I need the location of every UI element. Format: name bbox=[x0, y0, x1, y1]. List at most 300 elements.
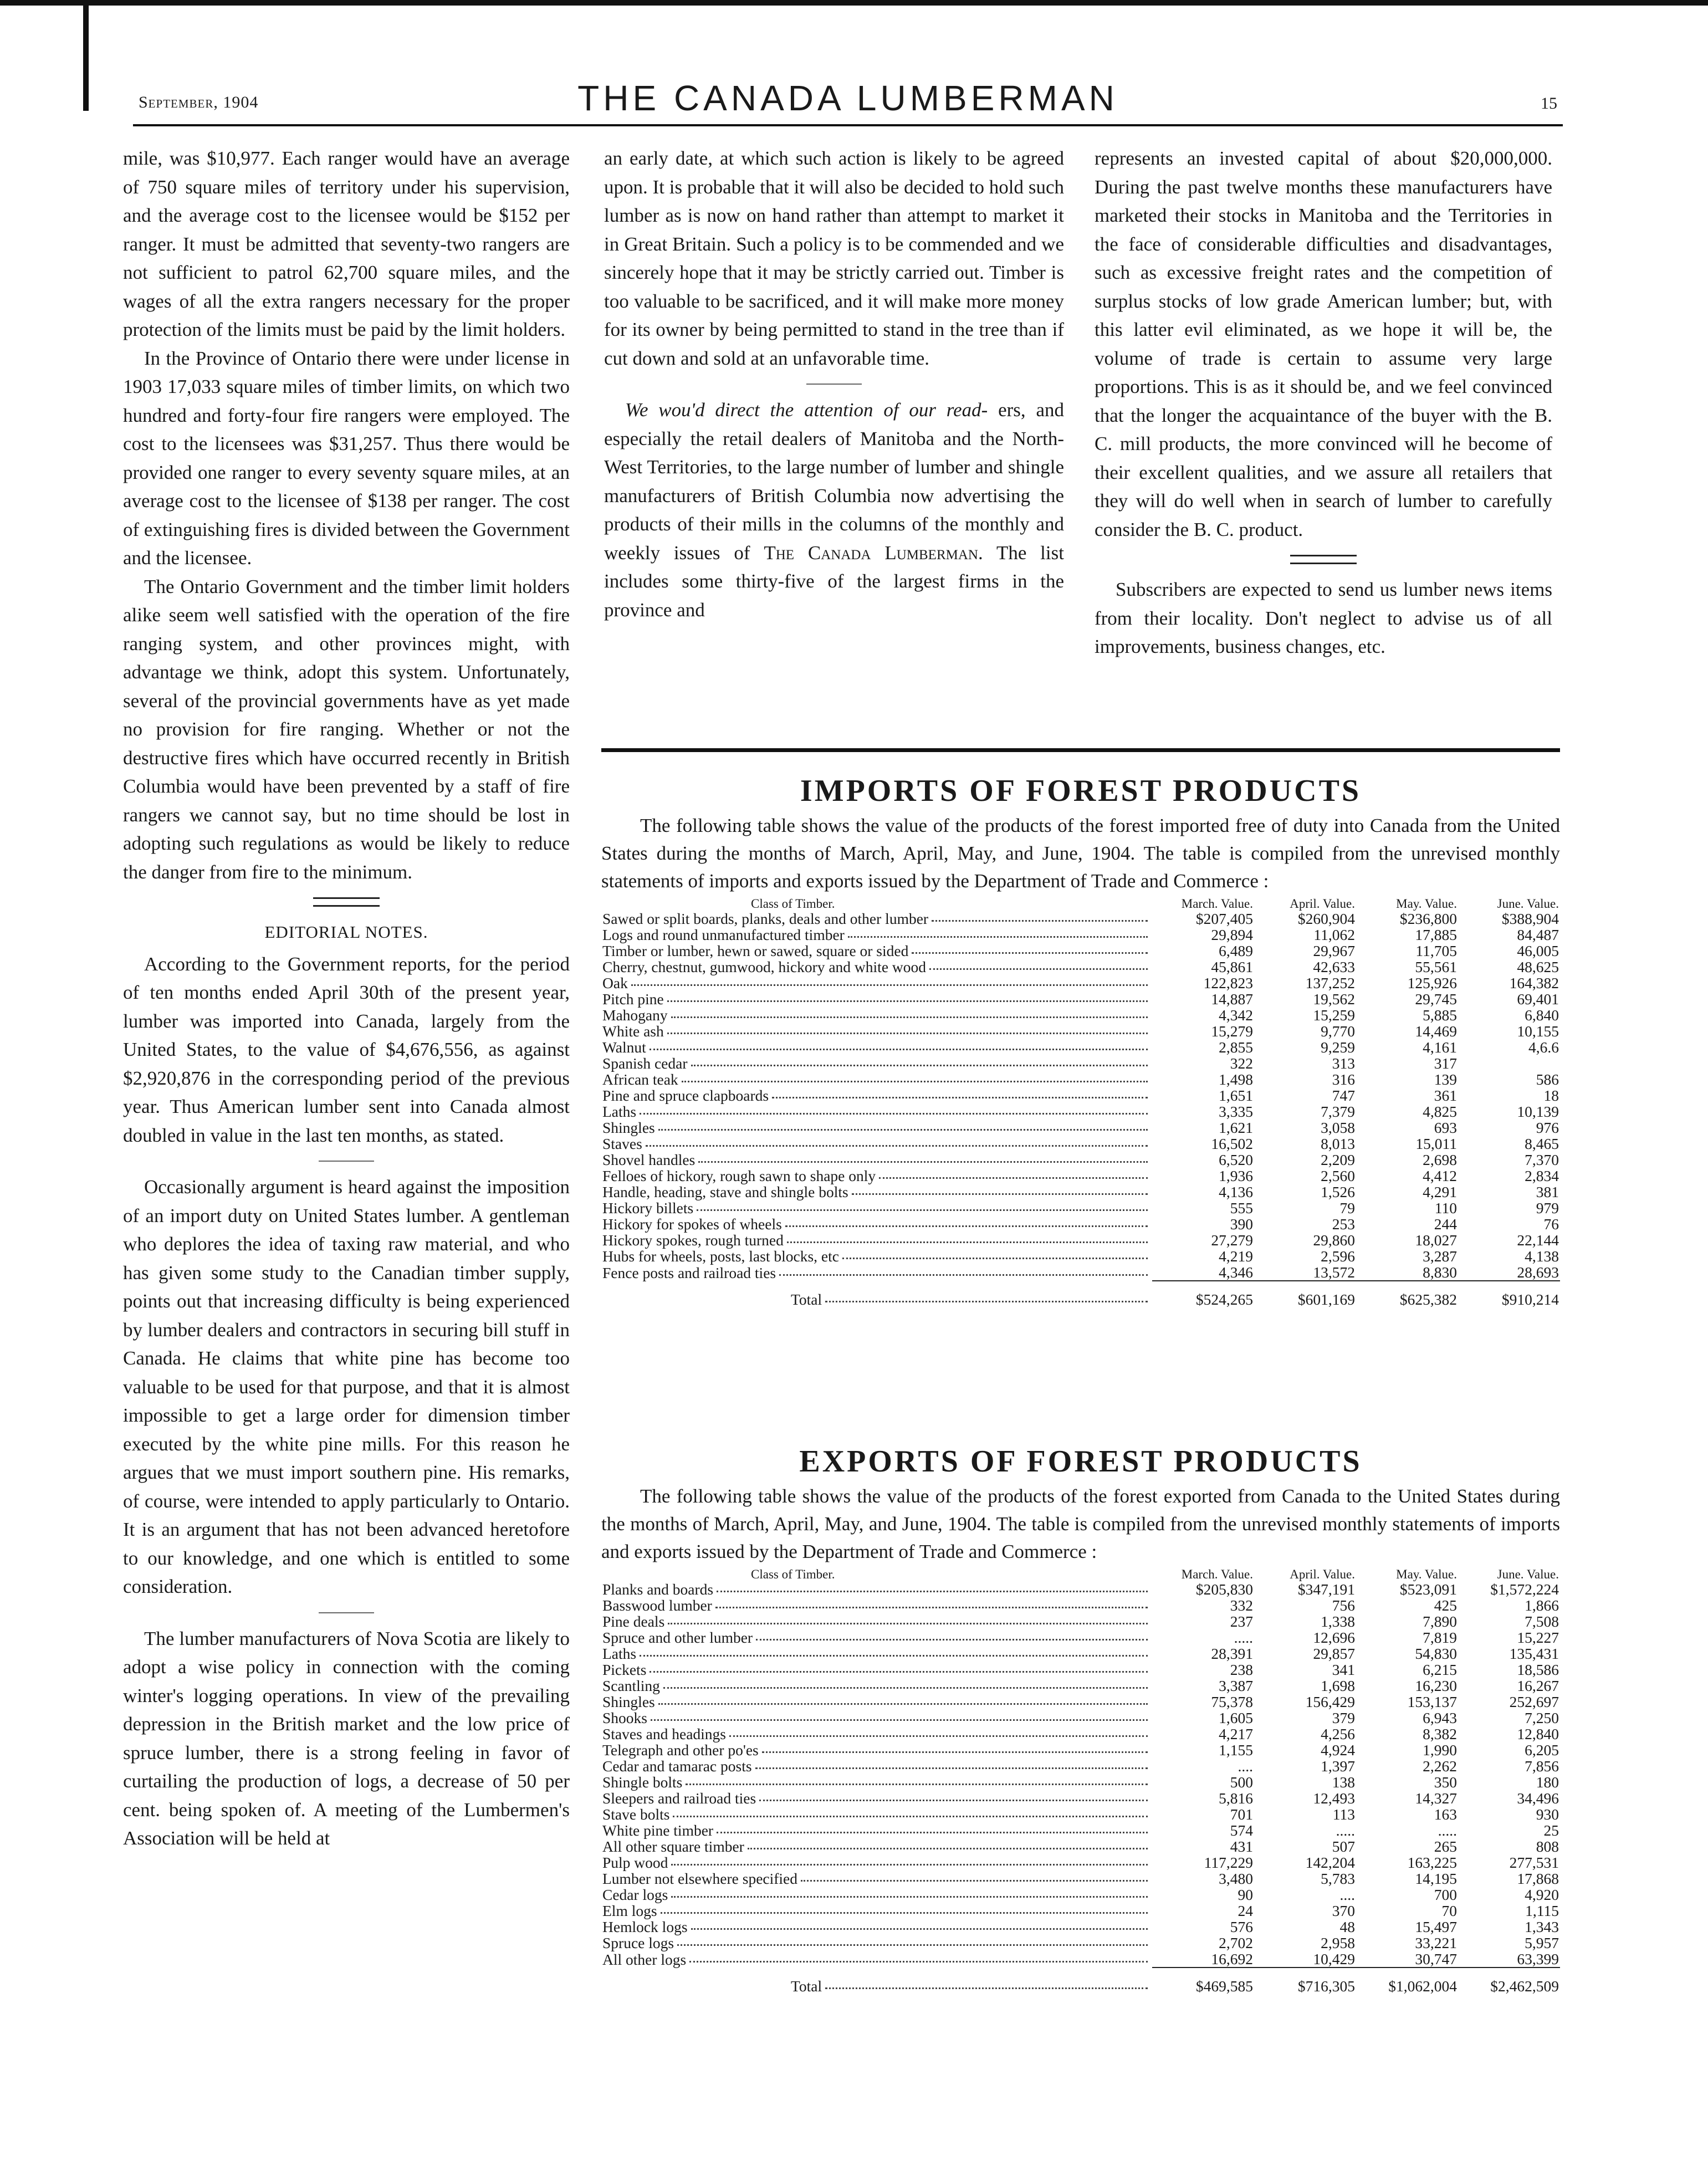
timber-class-label: All other logs bbox=[602, 1950, 687, 1968]
value-cell: $207,405 bbox=[1195, 910, 1253, 927]
value-cell: 930 bbox=[1536, 1806, 1559, 1823]
timber-class-cell bbox=[601, 1629, 1152, 1645]
leader-dots bbox=[717, 1581, 1148, 1592]
value-cell: 2,262 bbox=[1423, 1757, 1457, 1775]
leader-dots bbox=[929, 959, 1148, 970]
col-header-may: May. Value. bbox=[1396, 1567, 1457, 1581]
value-cell: 8,382 bbox=[1423, 1725, 1457, 1742]
timber-class-label: Laths bbox=[602, 1645, 637, 1662]
timber-class-cell bbox=[601, 1919, 1152, 1935]
imports-table bbox=[601, 897, 1560, 1307]
timber-class-cell bbox=[601, 1935, 1152, 1951]
leader-dots bbox=[762, 1742, 1148, 1753]
leader-dots bbox=[658, 1120, 1148, 1131]
value-cell: 6,215 bbox=[1423, 1661, 1457, 1678]
value-cell: 6,205 bbox=[1525, 1741, 1559, 1759]
value-cell: $388,904 bbox=[1501, 910, 1559, 927]
header-rule bbox=[133, 124, 1563, 126]
column-2 bbox=[604, 144, 1064, 624]
value-cell: 12,493 bbox=[1313, 1790, 1355, 1807]
value-cell: 7,250 bbox=[1525, 1709, 1559, 1726]
value-cell: 1,338 bbox=[1321, 1613, 1355, 1630]
leader-dots bbox=[651, 1710, 1148, 1721]
paragraph: The Ontario Government and the timber limit holders alike seem well satisfied with the operation of the fire ranging system, and other provinces might, with advantage we think, adopt this system. Unfortunately, several of the provincial governments have as yet made no provision for fire ranging. Whether or not the destructive fires which have occurred recently in British Columbia would have been prevented by a staff of fire rangers we cannot say, but no time should be lost in adopting such regulations as would be likely to reduce the danger from fire to the minimum. bbox=[123, 575, 570, 883]
timber-class-label: Handle, heading, stave and shingle bolts bbox=[602, 1183, 848, 1200]
page-number: 15 bbox=[1541, 94, 1557, 113]
table-row bbox=[601, 1838, 1560, 1854]
value-cell: 15,227 bbox=[1517, 1629, 1559, 1646]
leader-dots bbox=[825, 1978, 1148, 1989]
value-cell: 4,342 bbox=[1219, 1006, 1253, 1024]
value-cell: 27,279 bbox=[1211, 1231, 1253, 1249]
timber-class-label: Pulp wood bbox=[602, 1854, 668, 1871]
value-cell: $205,830 bbox=[1195, 1581, 1253, 1598]
col-header-march: March. Value. bbox=[1181, 1567, 1253, 1581]
paragraph: Occasionally argument is heard against the imposition of an import duty on United States lumber. A gentleman who deplores the idea of taxing raw material, and who has given some study to the Canadian timber supply, points out that increasing difficulty is being experienced by lumber dealers and contractors in securing bill stuff in Canada. He claims that white pine has become too valuable to be used for that purpose, and that it is almost impossible to get a large order for dimension timber executed by the white pine mills. For this reason he argues that we must import southern pine. His remarks, of course, were intended to apply particularly to Ontario. It is an argument that has not been advanced heretofore to our knowledge, and one which is entitled to some consideration. bbox=[123, 1176, 570, 1597]
timber-class-label: Elm logs bbox=[602, 1902, 657, 1919]
table-row bbox=[601, 1120, 1560, 1136]
value-cell: 1,115 bbox=[1525, 1902, 1559, 1919]
timber-class-label: Hubs for wheels, posts, last blocks, etc bbox=[602, 1248, 839, 1265]
table-row bbox=[601, 1216, 1560, 1232]
value-cell: 22,144 bbox=[1517, 1231, 1559, 1249]
timber-class-cell bbox=[601, 1103, 1152, 1120]
timber-class-cell bbox=[601, 1822, 1152, 1838]
table-row bbox=[601, 1023, 1560, 1039]
value-cell: 5,885 bbox=[1423, 1006, 1457, 1024]
imports-title: IMPORTS OF FOREST PRODUCTS bbox=[800, 774, 1362, 808]
leader-dots bbox=[879, 1168, 1148, 1179]
leader-dots bbox=[755, 1758, 1148, 1769]
paragraph: According to the Government reports, for the period of ten months ended April 30th of the present year, lumber was imported into Canada, largely from the United States, to the value of $4,676,556, as against $2,920,876 in the corresponding period of the previous year. Thus American lumber sent into Canada almost doubled in value in the last ten months, as stated. bbox=[123, 953, 570, 1146]
value-cell: 110 bbox=[1434, 1199, 1457, 1217]
table-row bbox=[601, 959, 1560, 975]
leader-dots bbox=[667, 991, 1148, 1002]
leader-dots bbox=[691, 1055, 1148, 1066]
value-cell: 33,221 bbox=[1415, 1934, 1457, 1951]
table-row bbox=[601, 1790, 1560, 1806]
timber-class-cell bbox=[601, 1726, 1152, 1742]
timber-class-cell bbox=[601, 1184, 1152, 1200]
issue-date: September, 1904 bbox=[139, 93, 259, 111]
value-cell: ..... bbox=[1438, 1822, 1457, 1839]
timber-class-label: Hickory for spokes of wheels bbox=[602, 1215, 782, 1233]
value-cell: 4,136 bbox=[1219, 1183, 1253, 1200]
timber-class-label: Pine deals bbox=[602, 1613, 665, 1630]
value-cell: 7,379 bbox=[1321, 1103, 1355, 1120]
timber-class-cell bbox=[601, 1232, 1152, 1248]
leader-dots bbox=[848, 927, 1148, 938]
value-cell: $1,572,224 bbox=[1490, 1581, 1559, 1598]
timber-class-label: Staves bbox=[602, 1135, 642, 1152]
exports-intro: The following table shows the value of the products of the forest exported from Canada to the United States during the months of March, April, May, and June, 1904. The table is compiled from the unrevised monthly statements of imports and exports issued by the Department of Trade and Commerce : bbox=[601, 1485, 1560, 1562]
timber-class-label: Pine and spruce clapboards bbox=[602, 1087, 769, 1104]
value-cell: 48 bbox=[1339, 1918, 1355, 1935]
value-cell: 4,256 bbox=[1321, 1725, 1355, 1742]
value-cell: 29,894 bbox=[1211, 926, 1253, 943]
value-cell: 125,926 bbox=[1407, 974, 1457, 992]
total-value-cell: $469,585 bbox=[1152, 1968, 1254, 1994]
value-cell: 139 bbox=[1434, 1071, 1457, 1088]
timber-class-cell bbox=[601, 975, 1152, 991]
col-header-june: June. Value. bbox=[1497, 1567, 1559, 1581]
timber-class-label: Logs and round unmanufactured timber bbox=[602, 926, 845, 943]
value-cell: 425 bbox=[1434, 1597, 1457, 1614]
timber-class-cell bbox=[601, 1055, 1152, 1071]
timber-class-cell bbox=[601, 1581, 1152, 1597]
table-row bbox=[601, 1597, 1560, 1613]
value-cell: 1,621 bbox=[1219, 1119, 1253, 1136]
value-cell: 3,335 bbox=[1219, 1103, 1253, 1120]
leader-dots bbox=[759, 1790, 1148, 1801]
value-cell: 15,279 bbox=[1211, 1023, 1253, 1040]
value-cell: ..... bbox=[1336, 1822, 1355, 1839]
value-cell: 138 bbox=[1332, 1774, 1355, 1791]
table-row bbox=[601, 1645, 1560, 1662]
leader-dots bbox=[717, 1822, 1148, 1833]
publication-title: The Canada Lumberman. bbox=[764, 541, 983, 564]
leader-dots bbox=[663, 1678, 1148, 1689]
value-cell: 163,225 bbox=[1407, 1854, 1457, 1871]
top-rule bbox=[0, 0, 1708, 6]
col-header-may: May. Value. bbox=[1396, 897, 1457, 911]
timber-class-label: Cedar and tamarac posts bbox=[602, 1757, 752, 1775]
value-cell: 265 bbox=[1434, 1838, 1457, 1855]
section-separator bbox=[1290, 555, 1357, 564]
value-cell: 1,155 bbox=[1219, 1741, 1253, 1759]
table-row bbox=[601, 943, 1560, 959]
leader-dots bbox=[698, 1152, 1148, 1163]
value-cell: 252,697 bbox=[1509, 1693, 1559, 1710]
timber-class-cell bbox=[601, 1951, 1152, 1968]
timber-class-label: African teak bbox=[602, 1071, 678, 1088]
timber-class-cell bbox=[601, 1152, 1152, 1168]
value-cell: 6,489 bbox=[1219, 942, 1253, 959]
value-cell: ..... bbox=[1234, 1629, 1253, 1646]
value-cell: 381 bbox=[1536, 1183, 1559, 1200]
leader-dots bbox=[658, 1694, 1148, 1705]
value-cell: 135,431 bbox=[1509, 1645, 1559, 1662]
value-cell: 332 bbox=[1230, 1597, 1253, 1614]
separator bbox=[319, 1161, 374, 1162]
value-cell: 18,027 bbox=[1415, 1231, 1457, 1249]
value-cell: 390 bbox=[1230, 1215, 1253, 1233]
leader-dots bbox=[801, 1871, 1148, 1882]
timber-class-label: Fence posts and railroad ties bbox=[602, 1264, 776, 1281]
value-cell: 14,469 bbox=[1415, 1023, 1457, 1040]
timber-class-label: Planks and boards bbox=[602, 1581, 714, 1598]
table-row bbox=[601, 1168, 1560, 1184]
leader-dots bbox=[787, 1232, 1148, 1243]
column-1 bbox=[123, 144, 570, 1853]
timber-class-cell bbox=[601, 1742, 1152, 1758]
value-cell: 555 bbox=[1230, 1199, 1253, 1217]
leader-dots bbox=[691, 1919, 1148, 1930]
timber-class-label: Laths bbox=[602, 1103, 637, 1120]
timber-class-label: Scantling bbox=[602, 1677, 660, 1694]
exports-section bbox=[601, 1444, 1560, 1994]
value-cell: 164,382 bbox=[1509, 974, 1559, 992]
table-row bbox=[601, 1806, 1560, 1822]
table-row bbox=[601, 1007, 1560, 1023]
value-cell: 28,391 bbox=[1211, 1645, 1253, 1662]
total-label-cell bbox=[601, 1968, 1152, 1994]
leader-dots bbox=[772, 1087, 1148, 1098]
value-cell: 10,155 bbox=[1517, 1023, 1559, 1040]
total-value-cell: $2,462,509 bbox=[1458, 1968, 1560, 1994]
timber-class-cell bbox=[601, 1007, 1152, 1023]
value-cell: 693 bbox=[1434, 1119, 1457, 1136]
timber-class-cell bbox=[601, 1168, 1152, 1184]
value-cell: 7,890 bbox=[1423, 1613, 1457, 1630]
total-label: Total bbox=[791, 1977, 822, 1995]
value-cell: 1,605 bbox=[1219, 1709, 1253, 1726]
value-cell: 156,429 bbox=[1305, 1693, 1355, 1710]
col-header-april: April. Value. bbox=[1290, 1567, 1355, 1581]
value-cell: 576 bbox=[1230, 1918, 1253, 1935]
value-cell: 137,252 bbox=[1305, 974, 1355, 992]
value-cell: 1,526 bbox=[1321, 1183, 1355, 1200]
value-cell: 69,401 bbox=[1517, 990, 1559, 1008]
leader-dots bbox=[667, 1023, 1148, 1034]
value-cell: 4,219 bbox=[1219, 1248, 1253, 1265]
col-header-march: March. Value. bbox=[1181, 897, 1253, 911]
total-value-cell: $601,169 bbox=[1254, 1281, 1356, 1307]
col-header-june: June. Value. bbox=[1497, 897, 1559, 911]
value-cell: 46,005 bbox=[1517, 942, 1559, 959]
timber-class-label: Telegraph and other po'es bbox=[602, 1741, 759, 1759]
timber-class-cell bbox=[601, 1678, 1152, 1694]
value-cell: 4,924 bbox=[1321, 1741, 1355, 1759]
timber-class-cell bbox=[601, 1248, 1152, 1264]
timber-class-label: Spanish cedar bbox=[602, 1055, 688, 1072]
table-row bbox=[601, 1613, 1560, 1629]
timber-class-cell bbox=[601, 1662, 1152, 1678]
value-cell: $347,191 bbox=[1297, 1581, 1355, 1598]
value-cell: $236,800 bbox=[1399, 910, 1457, 927]
timber-class-cell bbox=[601, 1645, 1152, 1662]
value-cell: 15,497 bbox=[1415, 1918, 1457, 1935]
value-cell: 747 bbox=[1332, 1087, 1355, 1104]
leader-dots bbox=[682, 1071, 1148, 1082]
value-cell: 979 bbox=[1536, 1199, 1559, 1217]
value-cell: 79 bbox=[1339, 1199, 1355, 1217]
timber-class-label: Cherry, chestnut, gumwood, hickory and white wood bbox=[602, 958, 927, 975]
timber-class-label: Hickory billets bbox=[602, 1199, 694, 1217]
value-cell: 317 bbox=[1434, 1055, 1457, 1072]
timber-class-label: Shingle bolts bbox=[602, 1774, 683, 1791]
value-cell: 5,783 bbox=[1321, 1870, 1355, 1887]
value-cell: 10,429 bbox=[1313, 1950, 1355, 1968]
table-row bbox=[601, 1758, 1560, 1774]
value-cell: 6,840 bbox=[1525, 1006, 1559, 1024]
value-cell: 45,861 bbox=[1211, 958, 1253, 975]
value-cell: 5,957 bbox=[1525, 1934, 1559, 1951]
leader-dots bbox=[715, 1597, 1148, 1608]
paragraph: In the Province of Ontario there were under license in 1903 17,033 square miles of timber limits, on which two hundred and forty-four fire rangers were employed. The cost to the licensees was $31,257. Thus there would be provided one ranger to every seventy square miles, at an average cost to the licensee of $138 per ranger. The cost of extinguishing fires is divided between the Government and the licensee. bbox=[123, 347, 570, 569]
separator bbox=[319, 1612, 374, 1613]
timber-class-cell bbox=[601, 1597, 1152, 1613]
timber-class-label: Pitch pine bbox=[602, 990, 664, 1008]
timber-class-label: Sawed or split boards, planks, deals and other lumber bbox=[602, 910, 929, 927]
value-cell: 12,696 bbox=[1313, 1629, 1355, 1646]
left-rule bbox=[83, 0, 89, 111]
value-cell: 4,138 bbox=[1525, 1248, 1559, 1265]
timber-class-label: Cedar logs bbox=[602, 1886, 668, 1903]
value-cell: 586 bbox=[1536, 1071, 1559, 1088]
exports-table bbox=[601, 1568, 1560, 1994]
timber-class-label: Shovel handles bbox=[602, 1151, 696, 1168]
value-cell: 370 bbox=[1332, 1902, 1355, 1919]
leader-dots bbox=[748, 1838, 1148, 1849]
table-row bbox=[601, 1951, 1560, 1968]
value-cell: 1,397 bbox=[1321, 1757, 1355, 1775]
timber-class-cell bbox=[601, 1758, 1152, 1774]
timber-class-cell bbox=[601, 1854, 1152, 1871]
table-row bbox=[601, 975, 1560, 991]
table-row bbox=[601, 1087, 1560, 1103]
class-header: Class of Timber. bbox=[751, 897, 835, 911]
masthead-title: THE CANADA LUMBERMAN bbox=[577, 78, 1118, 118]
timber-class-label: Sleepers and railroad ties bbox=[602, 1790, 756, 1807]
timber-class-label: Shingles bbox=[602, 1119, 655, 1136]
timber-class-cell bbox=[601, 1039, 1152, 1055]
value-cell: 13,572 bbox=[1313, 1264, 1355, 1281]
total-value-cell: $1,062,004 bbox=[1356, 1968, 1458, 1994]
value-cell: 9,770 bbox=[1321, 1023, 1355, 1040]
value-cell: 16,692 bbox=[1211, 1950, 1253, 1968]
leader-dots bbox=[825, 1291, 1148, 1302]
value-cell: 16,502 bbox=[1211, 1135, 1253, 1152]
timber-class-cell bbox=[601, 1710, 1152, 1726]
table-row bbox=[601, 1071, 1560, 1087]
timber-class-cell bbox=[601, 1790, 1152, 1806]
table-row bbox=[601, 1200, 1560, 1216]
column-3 bbox=[1095, 144, 1552, 661]
timber-class-cell bbox=[601, 1023, 1152, 1039]
value-cell: 2,698 bbox=[1423, 1151, 1457, 1168]
paragraph: represents an invested capital of about $20,000,000. During the past twelve months these manufacturers have marketed their stocks in Manitoba and the Territories in the face of considerable difficulties and disadvantages, such as excessive freight rates and the competition of surplus stocks of low grade American lumber; but, with this latter evil eliminated, as we hope it will be, the volume of trade is certain to assume very large proportions. This is as it should be, and we feel convinced that the longer the acquaintance of the buyer with the B. C. mill products, the more convinced will he become of their excellent qualities, and we assure all retailers that they will do well when in search of lumber to carefully consider the B. C. product. bbox=[1095, 147, 1552, 540]
value-cell: 701 bbox=[1230, 1806, 1253, 1823]
value-cell: 313 bbox=[1332, 1055, 1355, 1072]
value-cell: 3,480 bbox=[1219, 1870, 1253, 1887]
total-value-cell: $716,305 bbox=[1254, 1968, 1356, 1994]
value-cell: 12,840 bbox=[1517, 1725, 1559, 1742]
value-cell: 8,013 bbox=[1321, 1135, 1355, 1152]
leader-dots bbox=[640, 1103, 1148, 1115]
paragraph: The list includes some thirty-five of the largest firms in the province and bbox=[604, 541, 1064, 621]
value-cell: 29,860 bbox=[1313, 1231, 1355, 1249]
value-cell: .... bbox=[1339, 1886, 1355, 1903]
table-row bbox=[601, 1662, 1560, 1678]
value-cell: 14,195 bbox=[1415, 1870, 1457, 1887]
value-cell: 17,885 bbox=[1415, 926, 1457, 943]
value-cell: 122,823 bbox=[1203, 974, 1253, 992]
value-cell: $523,091 bbox=[1399, 1581, 1457, 1598]
paragraph: ers, and especially the retail dealers of Manitoba and the North-West Territories, to the large number of lumber and shingle manufacturers of British Columbia now advertising the products of their mills in the columns of the monthly and weekly issues of bbox=[604, 399, 1065, 564]
value-cell: 1,990 bbox=[1423, 1741, 1457, 1759]
paragraph: mile, was $10,977. Each ranger would have an average of 750 square miles of territory under his supervision, and the average cost to the licensee would be $152 per ranger. It must be admitted that seventy-two rangers are not sufficient to patrol 62,700 square miles, and the wages of all the extra rangers necessary for the proper protection of the limits must be paid by the limit holders. bbox=[123, 147, 570, 340]
timber-class-cell bbox=[601, 1216, 1152, 1232]
value-cell: 2,560 bbox=[1321, 1167, 1355, 1184]
leader-dots bbox=[673, 1806, 1148, 1817]
value-cell: 1,936 bbox=[1219, 1167, 1253, 1184]
value-cell: 55,561 bbox=[1415, 958, 1457, 975]
value-cell: 17,868 bbox=[1517, 1870, 1559, 1887]
leader-dots bbox=[650, 1662, 1148, 1673]
timber-class-label: Pickets bbox=[602, 1661, 647, 1678]
value-cell bbox=[1458, 1055, 1560, 1071]
table-row bbox=[601, 1742, 1560, 1758]
value-cell: 237 bbox=[1230, 1613, 1253, 1630]
leader-dots bbox=[932, 911, 1148, 922]
table-row bbox=[601, 1678, 1560, 1694]
separator bbox=[806, 384, 862, 385]
value-cell: 3,287 bbox=[1423, 1248, 1457, 1265]
table-row bbox=[601, 1935, 1560, 1951]
value-cell: 11,062 bbox=[1313, 926, 1355, 943]
value-cell: 8,830 bbox=[1423, 1264, 1457, 1281]
table-row bbox=[601, 1248, 1560, 1264]
value-cell: 4,217 bbox=[1219, 1725, 1253, 1742]
table-row bbox=[601, 1887, 1560, 1903]
table-row bbox=[601, 1039, 1560, 1055]
value-cell: 113 bbox=[1332, 1806, 1355, 1823]
value-cell: 1,651 bbox=[1219, 1087, 1253, 1104]
timber-class-label: White pine timber bbox=[602, 1822, 714, 1839]
value-cell: 29,967 bbox=[1313, 942, 1355, 959]
value-cell: 2,596 bbox=[1321, 1248, 1355, 1265]
value-cell: 2,958 bbox=[1321, 1934, 1355, 1951]
timber-class-label: Spruce and other lumber bbox=[602, 1629, 753, 1646]
timber-class-label: Shooks bbox=[602, 1709, 647, 1726]
value-cell: 29,857 bbox=[1313, 1645, 1355, 1662]
timber-class-label: Walnut bbox=[602, 1039, 646, 1056]
leader-dots bbox=[671, 1854, 1148, 1866]
timber-class-cell bbox=[601, 1613, 1152, 1629]
value-cell: 19,562 bbox=[1313, 990, 1355, 1008]
table-row bbox=[601, 1232, 1560, 1248]
value-cell: 341 bbox=[1332, 1661, 1355, 1678]
timber-class-label: Mahogany bbox=[602, 1006, 668, 1024]
value-cell: 8,465 bbox=[1525, 1135, 1559, 1152]
leader-dots bbox=[756, 1629, 1148, 1641]
timber-class-cell bbox=[601, 1871, 1152, 1887]
value-cell: 4,161 bbox=[1423, 1039, 1457, 1056]
value-cell: 18 bbox=[1543, 1087, 1559, 1104]
value-cell: 28,693 bbox=[1517, 1264, 1559, 1281]
leader-dots bbox=[842, 1248, 1148, 1259]
value-cell: 34,496 bbox=[1517, 1790, 1559, 1807]
timber-class-cell bbox=[601, 1264, 1152, 1281]
table-row bbox=[601, 1774, 1560, 1790]
page-header bbox=[139, 78, 1557, 122]
value-cell: 316 bbox=[1332, 1071, 1355, 1088]
value-cell: 6,520 bbox=[1219, 1151, 1253, 1168]
editorial-notes-heading: EDITORIAL NOTES. bbox=[264, 922, 428, 942]
imports-section bbox=[601, 773, 1560, 1307]
value-cell: 4,920 bbox=[1525, 1886, 1559, 1903]
timber-class-label: All other square timber bbox=[602, 1838, 744, 1855]
leader-dots bbox=[686, 1774, 1148, 1785]
leader-dots bbox=[779, 1265, 1148, 1276]
value-cell: 14,887 bbox=[1211, 990, 1253, 1008]
timber-class-cell bbox=[601, 1903, 1152, 1919]
leader-dots bbox=[661, 1903, 1148, 1914]
timber-class-label: Stave bolts bbox=[602, 1806, 670, 1823]
table-row bbox=[601, 1055, 1560, 1071]
value-cell: 7,370 bbox=[1525, 1151, 1559, 1168]
